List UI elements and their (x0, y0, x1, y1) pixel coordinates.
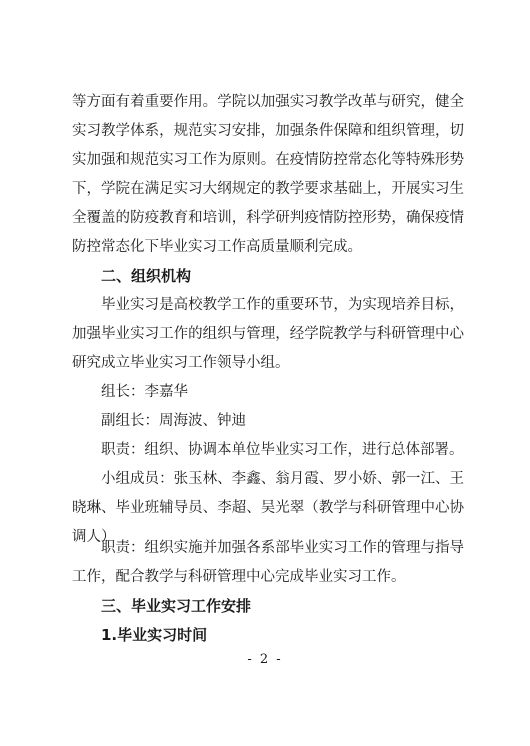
paragraph-group-duty: 职责：组织实施并加强各系部毕业实习工作的管理与指导工作，配合教学与科研管理中心完成毕业实习工作。 (72, 540, 464, 585)
leader-line: 组长：李嘉华 (101, 384, 188, 400)
paragraph-practice-principles: 等方面有着重要作用。学院以加强实习教学改革与研究，健全实习教学体系，规范实习安排，加强条件保障和组织管理，切实加强和规范实习工作为原则。在疫情防控常态化等特殊形势下，学院在满足实习大纲规定的教学要求基础上，开展实习生全覆盖的防疫教育和培训，科学研判疫情防控形势，确保疫情防控常态化下毕业实习工作高质量顺利完成。 (72, 94, 464, 255)
paragraph-organization-intro: 毕业实习是高校教学工作的重要环节，为实现培养目标，加强毕业实习工作的组织与管理，经学院教学与科研管理中心研究成立毕业实习工作领导小组。 (72, 297, 464, 371)
page-number: - 2 - (247, 652, 283, 667)
section-heading-organization: 二、组织机构 (101, 267, 192, 285)
paragraph-group-members: 小组成员：张玉林、李鑫、翁月霞、罗小娇、郭一江、王晓琳、毕业班辅导员、李超、吴光翠（教学与科研管理中心协调人） (72, 471, 464, 545)
section-heading-arrangement: 三、毕业实习工作安排 (101, 597, 252, 615)
subsection-heading-practice-time: 1.毕业实习时间 (101, 626, 208, 644)
vice-leader-line: 副组长：周海波、钟迪 (101, 413, 246, 429)
leader-duty-line: 职责：组织、协调本单位毕业实习工作，进行总体部署。 (101, 442, 464, 458)
